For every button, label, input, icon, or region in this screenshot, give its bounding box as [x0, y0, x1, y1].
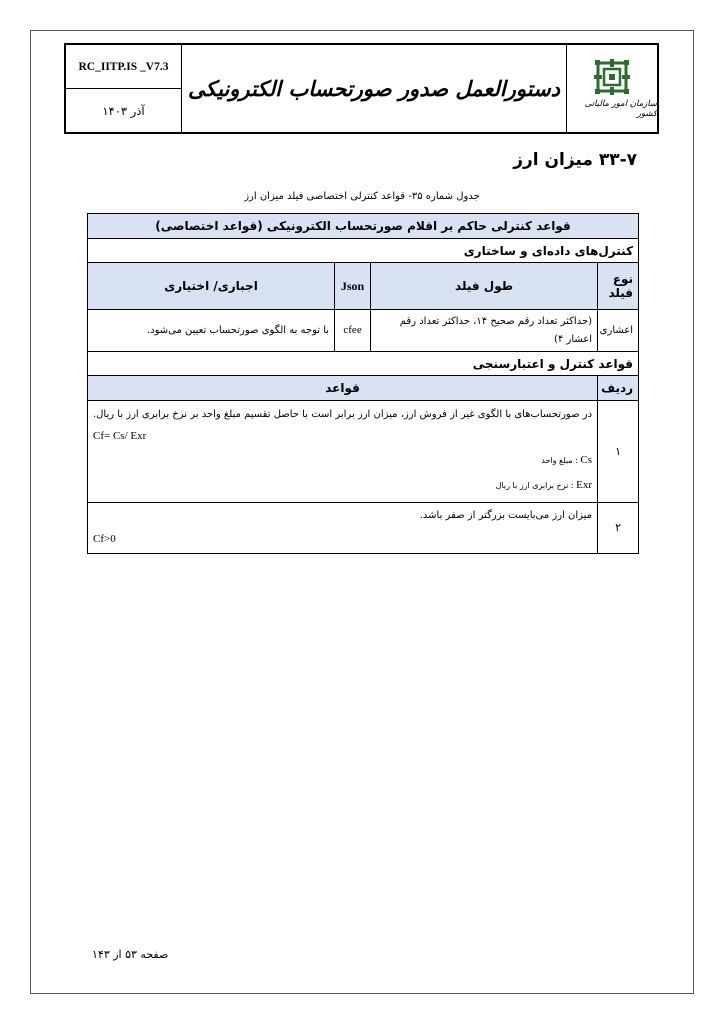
rules-table: [87, 213, 639, 554]
section-title: ۳۳-۷ میزان ارز: [513, 150, 637, 170]
table-row: [88, 401, 639, 503]
rule-cell: [88, 401, 598, 503]
header-field-length: طول فیلد: [371, 263, 598, 310]
validation-rules-title: قواعد کنترل و اعتبارسنجی: [88, 352, 639, 376]
legend-text: : مبلغ واحد: [541, 456, 578, 466]
organization-logo-block: [566, 45, 657, 132]
rule-cell: [88, 502, 598, 553]
document-header: [64, 43, 659, 134]
legend-symbol: Exr: [576, 479, 593, 492]
organization-name: سازمان امور مالیاتی کشور: [584, 98, 657, 119]
page-number: صفحه ۵۳ از ۱۴۳: [92, 948, 169, 961]
table-main-title: قواعد کنترلی حاکم بر اقلام صورتحساب الکترونیکی (قواعد اختصاصی): [88, 214, 639, 239]
formula-legend: [93, 448, 592, 499]
cell-json: cfee: [335, 310, 371, 352]
document-date: آذر ۱۴۰۳: [102, 103, 145, 118]
header-meta: [66, 45, 182, 132]
cell-required: با توجه به الگوی صورتحساب تعیین می‌شود.: [88, 310, 335, 352]
legend-text: : نرخ برابری ارز با ریال: [495, 481, 574, 491]
table-caption: جدول شماره ۳۵- قواعد کنترلی اختصاصی فیلد میزان ارز: [244, 191, 480, 202]
legend-symbol: Cs: [580, 454, 593, 467]
document-code: RC_IITP.IS _V7.3: [66, 45, 181, 89]
rule-formula: Cf= Cs/ Exr: [93, 430, 147, 442]
rule-text: در صورتحساب‌های با الگوی غیر از فروش ارز، میزان ارز برابر است با حاصل تقسیم مبلغ واحد بر نرخ برابری ارز با ریال.: [92, 409, 593, 420]
rule-text: میزان ارز می‌بایست بزرگتر از صفر باشد.: [419, 509, 593, 521]
cell-field-type: اعشاری: [598, 310, 639, 352]
table-row: [88, 502, 639, 553]
header-field-type: نوع فیلد: [598, 263, 639, 310]
header-rules: قواعد: [88, 376, 598, 401]
rule-formula: Cf>0: [93, 532, 116, 545]
document-title: دستورالعمل صدور صورتحساب الکترونیکی: [187, 76, 561, 101]
cell-field-length: (حداکثر تعداد رقم صحیح ۱۴، حداکثر تعداد رقم اعشار ۴): [371, 310, 598, 352]
header-required: اجباری/ اختیاری: [88, 263, 335, 310]
tax-organization-logo-icon: [592, 59, 632, 97]
rule-number: ۱: [598, 401, 639, 503]
structure-controls-title: کنترل‌های داده‌ای و ساختاری: [88, 239, 639, 263]
header-json: Json: [335, 263, 371, 310]
header-row-number: ردیف: [598, 376, 639, 401]
rule-number: ۲: [598, 502, 639, 553]
